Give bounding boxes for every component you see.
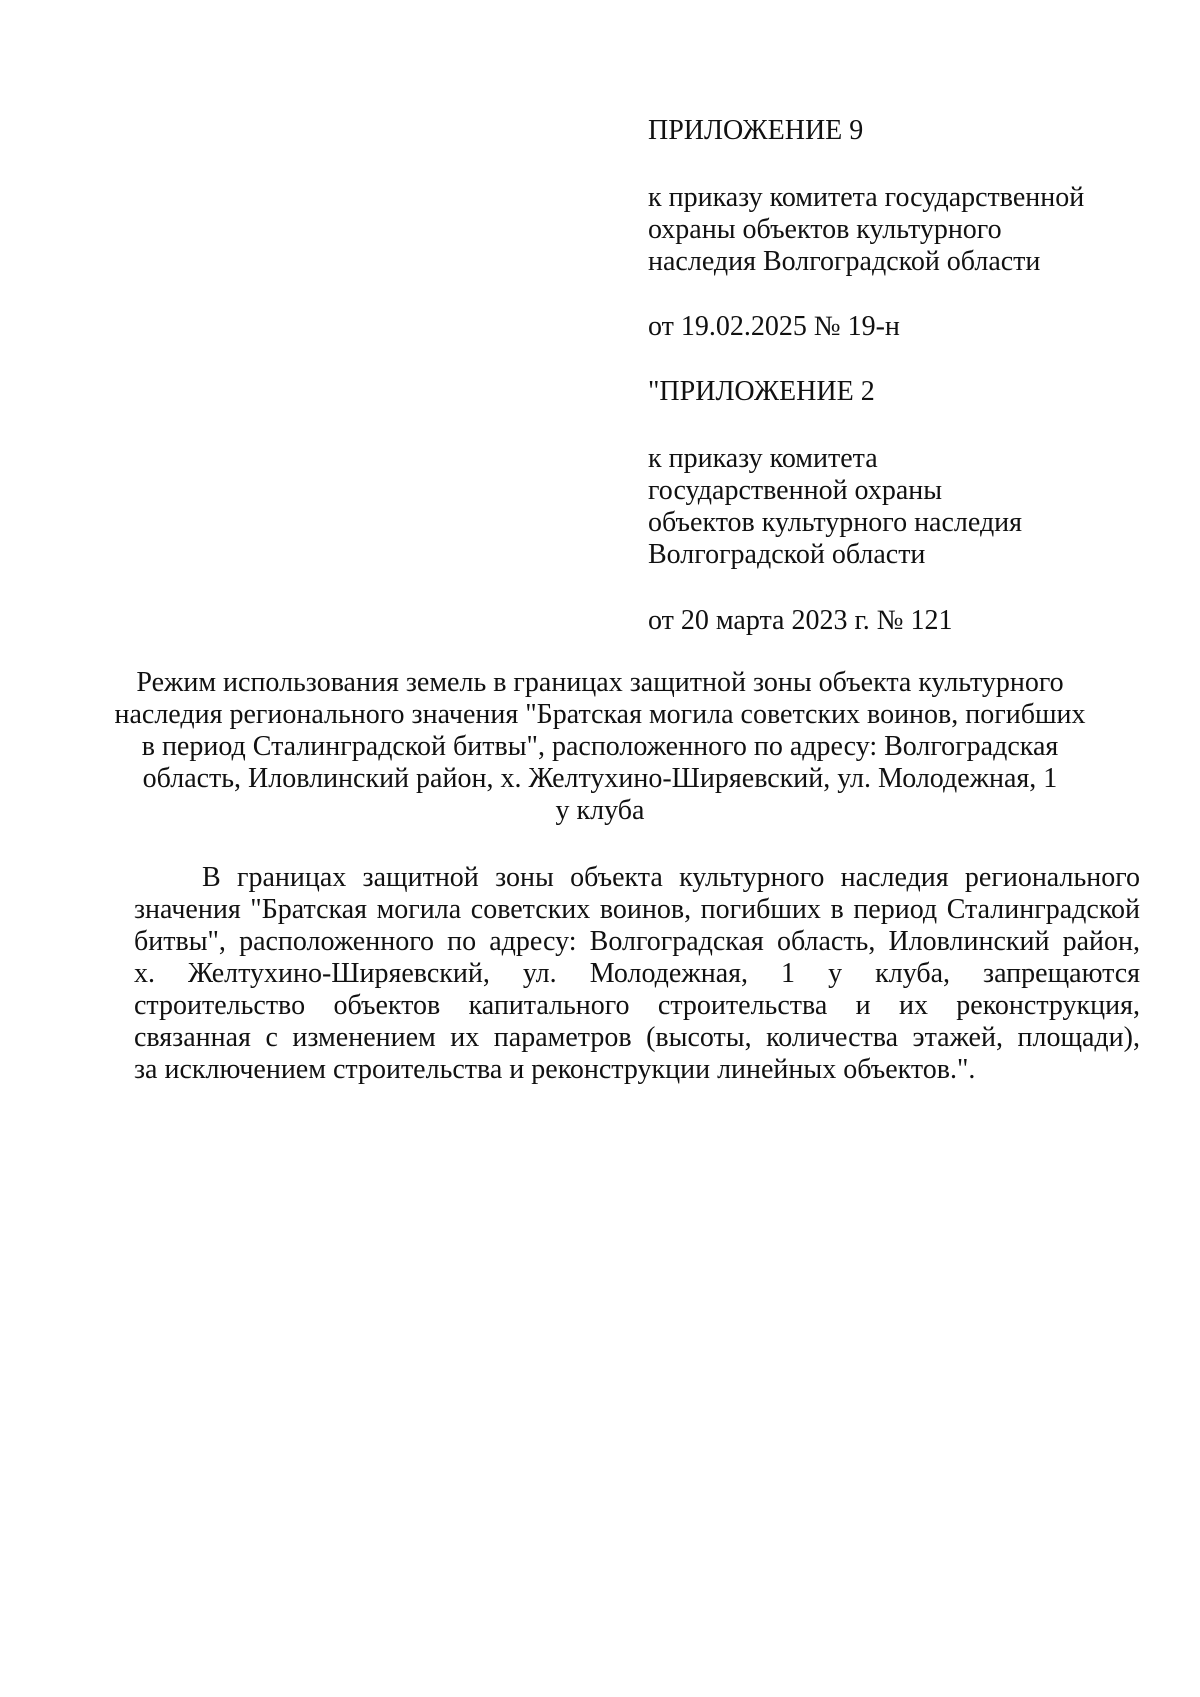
appendix-9-date-number: от 19.02.2025 № 19-н (648, 311, 900, 342)
body-line: х. Желтухино-Ширяевский, ул. Молодежная, 1 у клуба, запрещаются (134, 958, 1140, 989)
title-line: Режим использования земель в границах защитной зоны объекта культурного (136, 667, 1064, 698)
appendix-9-reference-line: к приказу комитета государственной (648, 182, 1085, 213)
appendix-2-reference-line: объектов культурного наследия (648, 507, 1023, 538)
body-line: связанная с изменением их параметров (высоты, количества этажей, площади), (134, 1022, 1140, 1053)
appendix-9-reference-line: охраны объектов культурного (648, 214, 1002, 245)
appendix-2-reference-line: к приказу комитета (648, 443, 878, 474)
title-line: наследия регионального значения "Братская могила советских воинов, погибших (114, 699, 1086, 730)
appendix-2-reference-line: Волгоградской области (648, 539, 926, 570)
title-line: в период Сталинградской битвы", расположенного по адресу: Волгоградская (141, 731, 1059, 762)
appendix-2-reference (648, 443, 1022, 571)
appendix-2-title: "ПРИЛОЖЕНИЕ 2 (648, 376, 875, 407)
title-line: у клуба (555, 795, 645, 826)
body-line: В границах защитной зоны объекта культурного наследия регионального (202, 862, 1140, 893)
appendix-2-reference-line: государственной охраны (648, 475, 943, 506)
body-line: битвы", расположенного по адресу: Волгоградская область, Иловлинский район, (134, 926, 1140, 957)
title-line: область, Иловлинский район, х. Желтухино-Ширяевский, ул. Молодежная, 1 (142, 763, 1058, 794)
appendix-9-reference (648, 182, 1084, 278)
body-line: за исключением строительства и реконструкции линейных объектов.". (134, 1054, 976, 1085)
body-paragraph (134, 862, 1140, 1086)
appendix-9-title: ПРИЛОЖЕНИЕ 9 (648, 115, 864, 146)
body-line: строительство объектов капитального строительства и их реконструкция, (134, 990, 1140, 1021)
document-title (100, 667, 1100, 827)
appendix-2-date-number: от 20 марта 2023 г. № 121 (648, 605, 953, 636)
body-line: значения "Братская могила советских воинов, погибших в период Сталинградской (134, 894, 1140, 925)
appendix-9-reference-line: наследия Волгоградской области (648, 246, 1041, 277)
